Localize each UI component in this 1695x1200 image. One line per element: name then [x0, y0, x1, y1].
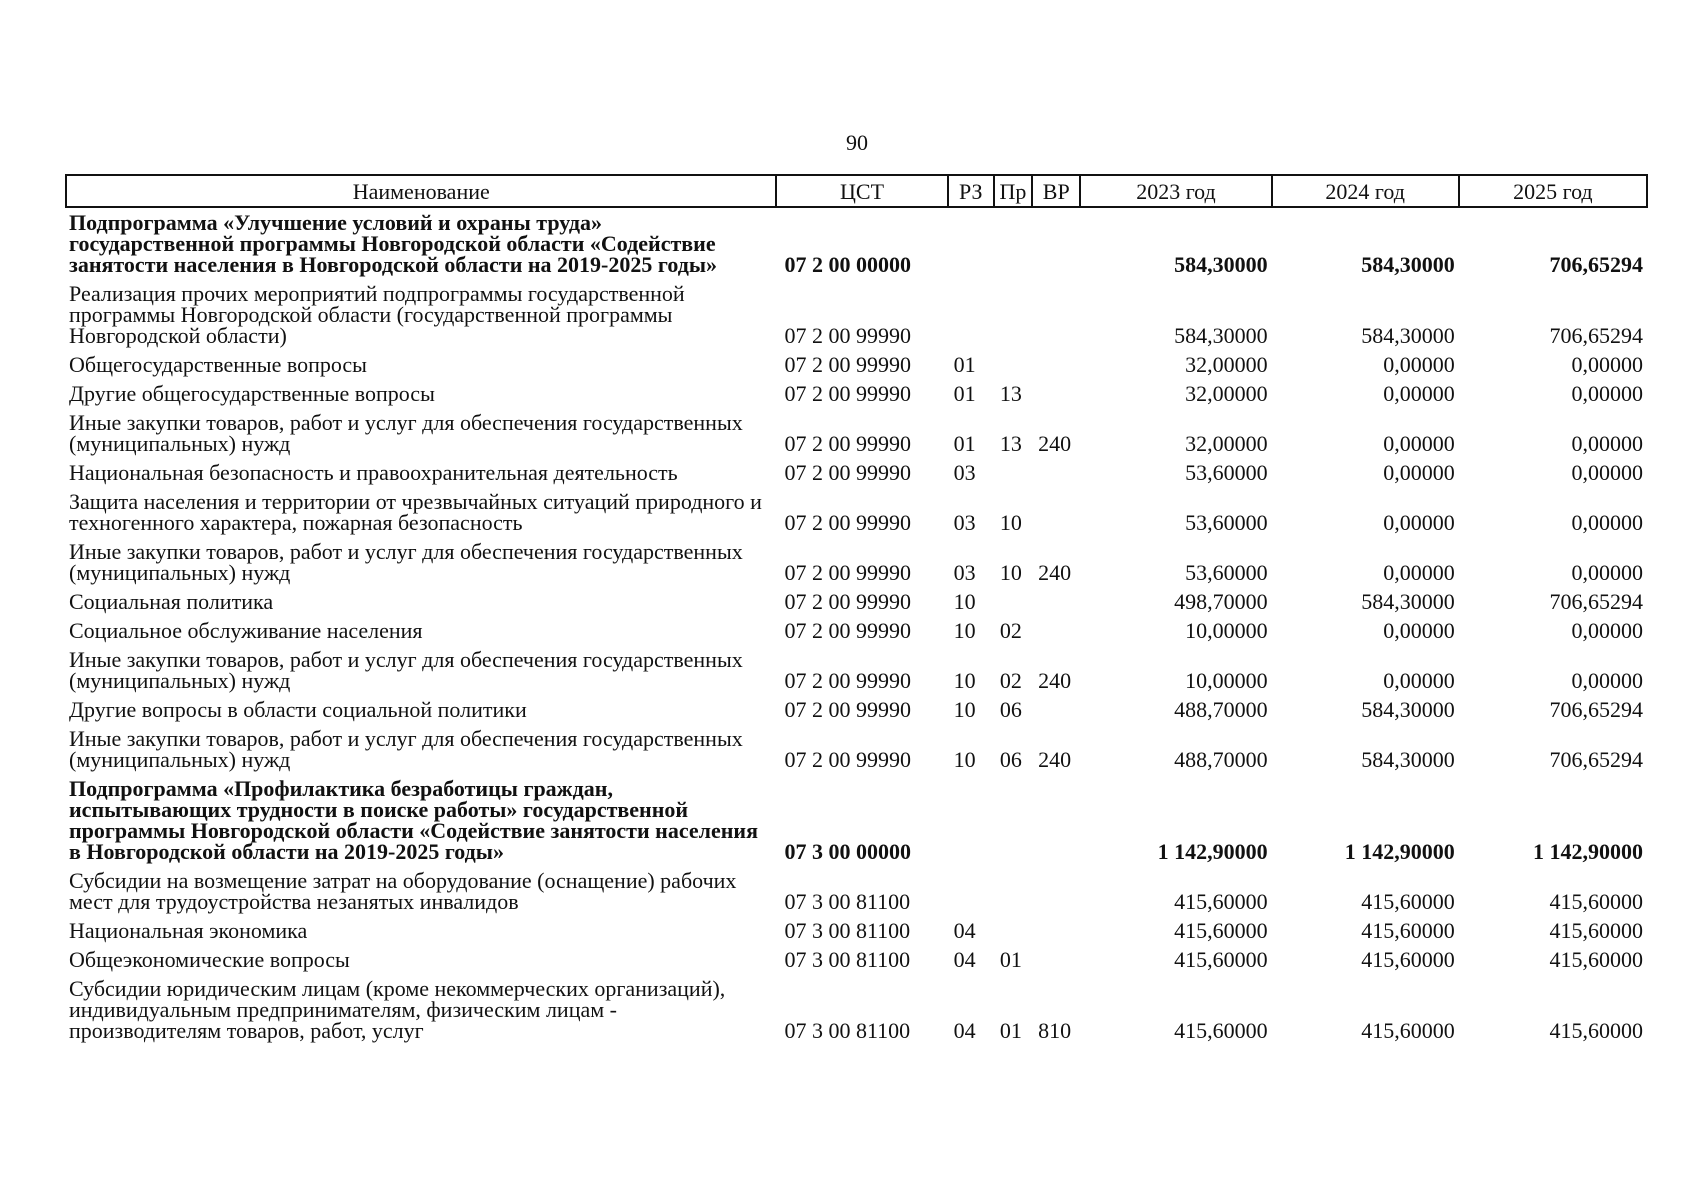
row-pr — [994, 587, 1032, 616]
row-vr — [1032, 774, 1080, 866]
row-value-2023: 415,60000 — [1174, 1018, 1268, 1043]
row-value-2025: 0,00000 — [1571, 381, 1643, 406]
row-value-2025: 0,00000 — [1571, 431, 1643, 456]
row-pr: 13 — [999, 431, 1022, 456]
row-name: Национальная безопасность и правоохранительная деятельность — [69, 460, 678, 485]
row-value-2025: 0,00000 — [1571, 560, 1643, 585]
row-cst: 07 2 00 99990 — [784, 618, 911, 643]
row-name: Общеэкономические вопросы — [69, 947, 350, 972]
row-vr — [1032, 458, 1080, 487]
row-value-2024: 415,60000 — [1361, 1018, 1455, 1043]
row-vr: 240 — [1038, 560, 1072, 585]
row-pr: 01 — [999, 947, 1022, 972]
table-row — [66, 458, 1647, 487]
row-value-2025: 0,00000 — [1571, 352, 1643, 377]
table-row — [66, 945, 1647, 974]
row-name: Иные закупки товаров, работ и услуг для обеспечения государственных (муниципальных) нужд — [69, 647, 743, 693]
table-row — [66, 774, 1647, 866]
table-row — [66, 587, 1647, 616]
row-value-2025: 706,65294 — [1549, 589, 1643, 614]
row-pr: 06 — [999, 697, 1022, 722]
row-rz — [948, 279, 994, 350]
header-name: Наименование — [66, 175, 776, 207]
row-vr: 810 — [1038, 1018, 1072, 1043]
row-value-2024: 584,30000 — [1361, 252, 1455, 277]
row-value-2025: 0,00000 — [1571, 460, 1643, 485]
row-value-2023: 488,70000 — [1174, 697, 1268, 722]
row-pr: 01 — [999, 1018, 1022, 1043]
row-vr — [1032, 207, 1080, 279]
row-value-2023: 584,30000 — [1174, 252, 1268, 277]
row-value-2024: 415,60000 — [1361, 947, 1455, 972]
row-value-2025: 706,65294 — [1549, 697, 1643, 722]
row-rz: 04 — [953, 1018, 976, 1043]
row-rz: 10 — [953, 747, 976, 772]
row-pr: 02 — [999, 618, 1022, 643]
row-name: Реализация прочих мероприятий подпрограммы государственной программы Новгородской области (государственной программы Новгородской области) — [69, 281, 685, 348]
row-name: Другие вопросы в области социальной политики — [69, 697, 527, 722]
row-name: Субсидии на возмещение затрат на оборудование (оснащение) рабочих мест для трудоустройства незанятых инвалидов — [69, 868, 737, 914]
row-cst: 07 3 00 81100 — [784, 947, 911, 972]
table-row — [66, 207, 1647, 279]
row-value-2025: 415,60000 — [1549, 889, 1643, 914]
row-value-2024: 415,60000 — [1361, 918, 1455, 943]
row-name: Иные закупки товаров, работ и услуг для обеспечения государственных (муниципальных) нужд — [69, 539, 743, 585]
table-row — [66, 724, 1647, 774]
row-pr — [994, 866, 1032, 916]
row-name: Иные закупки товаров, работ и услуг для обеспечения государственных (муниципальных) нужд — [69, 410, 743, 456]
row-vr — [1032, 695, 1080, 724]
row-cst: 07 2 00 00000 — [784, 252, 911, 277]
row-value-2024: 0,00000 — [1383, 352, 1455, 377]
row-value-2025: 415,60000 — [1549, 1018, 1643, 1043]
row-pr — [994, 774, 1032, 866]
row-value-2025: 706,65294 — [1549, 747, 1643, 772]
row-rz: 03 — [953, 560, 976, 585]
row-vr — [1032, 616, 1080, 645]
row-pr — [994, 279, 1032, 350]
row-name: Подпрограмма «Улучшение условий и охраны труда» государственной программы Новгородской области «Содействие занятости населения в Новгородской области на 2019-2025 годы» — [69, 210, 718, 277]
row-value-2024: 584,30000 — [1361, 697, 1455, 722]
row-value-2023: 10,00000 — [1185, 668, 1268, 693]
table-row — [66, 487, 1647, 537]
row-value-2024: 0,00000 — [1383, 668, 1455, 693]
table-header — [66, 175, 1647, 207]
row-cst: 07 2 00 99990 — [784, 510, 911, 535]
row-cst: 07 3 00 81100 — [784, 918, 911, 943]
row-cst: 07 2 00 99990 — [784, 381, 911, 406]
row-value-2023: 53,60000 — [1185, 510, 1268, 535]
row-value-2025: 415,60000 — [1549, 947, 1643, 972]
table-row — [66, 916, 1647, 945]
row-pr — [994, 207, 1032, 279]
row-value-2023: 53,60000 — [1185, 560, 1268, 585]
row-value-2023: 415,60000 — [1174, 947, 1268, 972]
row-pr: 06 — [999, 747, 1022, 772]
row-name: Другие общегосударственные вопросы — [69, 381, 435, 406]
table-row — [66, 695, 1647, 724]
row-name: Защита населения и территории от чрезвычайных ситуаций природного и техногенного характера, пожарная безопасность — [69, 489, 762, 535]
row-cst: 07 2 00 99990 — [784, 460, 911, 485]
table-row — [66, 645, 1647, 695]
row-rz: 03 — [953, 460, 976, 485]
row-cst: 07 2 00 99990 — [784, 431, 911, 456]
row-value-2023: 32,00000 — [1185, 431, 1268, 456]
header-year-2025: 2025 год — [1459, 175, 1647, 207]
row-value-2023: 10,00000 — [1185, 618, 1268, 643]
row-value-2024: 1 142,90000 — [1344, 839, 1455, 864]
row-cst: 07 3 00 81100 — [784, 1018, 911, 1043]
row-name: Социальная политика — [69, 589, 274, 614]
row-value-2023: 584,30000 — [1174, 323, 1268, 348]
header-row — [66, 175, 1647, 207]
row-cst: 07 3 00 00000 — [784, 839, 911, 864]
budget-table — [65, 174, 1648, 1045]
row-value-2023: 415,60000 — [1174, 889, 1268, 914]
row-value-2024: 0,00000 — [1383, 560, 1455, 585]
row-value-2024: 584,30000 — [1361, 589, 1455, 614]
row-name: Общегосударственные вопросы — [69, 352, 367, 377]
row-value-2025: 0,00000 — [1571, 668, 1643, 693]
row-name: Национальная экономика — [69, 918, 308, 943]
row-value-2025: 0,00000 — [1571, 618, 1643, 643]
header-year-2023: 2023 год — [1080, 175, 1271, 207]
row-vr — [1032, 587, 1080, 616]
row-value-2023: 498,70000 — [1174, 589, 1268, 614]
row-rz: 01 — [953, 352, 976, 377]
row-value-2023: 488,70000 — [1174, 747, 1268, 772]
row-pr — [994, 458, 1032, 487]
row-name: Субсидии юридическим лицам (кроме некоммерческих организаций), индивидуальным предпринимателям, физическим лицам - производителям товаров, работ, услуг — [69, 976, 726, 1043]
table-row — [66, 408, 1647, 458]
row-value-2024: 584,30000 — [1361, 747, 1455, 772]
row-value-2024: 0,00000 — [1383, 381, 1455, 406]
row-cst: 07 2 00 99990 — [784, 560, 911, 585]
row-vr: 240 — [1038, 431, 1072, 456]
header-vr: ВР — [1032, 175, 1080, 207]
row-vr — [1032, 279, 1080, 350]
row-name: Подпрограмма «Профилактика безработицы граждан, испытывающих трудности в поиске работы» государственной программы Новгородской области «Содействие занятости населения в Новгородской области на 2019-2025 годы» — [69, 776, 759, 864]
row-pr: 10 — [999, 510, 1022, 535]
header-cst: ЦСТ — [776, 175, 947, 207]
row-vr — [1032, 350, 1080, 379]
table-body — [66, 207, 1647, 1045]
row-rz: 10 — [953, 668, 976, 693]
row-rz: 01 — [953, 381, 976, 406]
row-pr: 10 — [999, 560, 1022, 585]
row-rz: 04 — [953, 918, 976, 943]
table-row — [66, 350, 1647, 379]
row-cst: 07 3 00 81100 — [784, 889, 911, 914]
row-value-2024: 415,60000 — [1361, 889, 1455, 914]
row-value-2023: 415,60000 — [1174, 918, 1268, 943]
row-value-2024: 0,00000 — [1383, 618, 1455, 643]
page-number: 90 — [846, 130, 868, 155]
row-pr: 13 — [999, 381, 1022, 406]
row-rz: 04 — [953, 947, 976, 972]
header-rz: РЗ — [948, 175, 994, 207]
row-cst: 07 2 00 99990 — [784, 668, 911, 693]
row-rz: 10 — [953, 618, 976, 643]
row-cst: 07 2 00 99990 — [784, 589, 911, 614]
row-vr — [1032, 916, 1080, 945]
row-name: Социальное обслуживание населения — [69, 618, 423, 643]
row-rz: 10 — [953, 589, 976, 614]
row-cst: 07 2 00 99990 — [784, 697, 911, 722]
table-row — [66, 974, 1647, 1045]
row-cst: 07 2 00 99990 — [784, 323, 911, 348]
row-value-2025: 0,00000 — [1571, 510, 1643, 535]
table-row — [66, 279, 1647, 350]
row-vr: 240 — [1038, 668, 1072, 693]
row-cst: 07 2 00 99990 — [784, 352, 911, 377]
row-value-2024: 0,00000 — [1383, 460, 1455, 485]
row-vr — [1032, 866, 1080, 916]
row-value-2025: 706,65294 — [1549, 323, 1643, 348]
row-value-2023: 1 142,90000 — [1157, 839, 1268, 864]
row-value-2024: 584,30000 — [1361, 323, 1455, 348]
row-value-2023: 53,60000 — [1185, 460, 1268, 485]
row-rz — [948, 207, 994, 279]
row-vr — [1032, 487, 1080, 537]
row-value-2025: 706,65294 — [1549, 252, 1643, 277]
row-value-2024: 0,00000 — [1383, 431, 1455, 456]
row-value-2023: 32,00000 — [1185, 381, 1268, 406]
row-pr — [994, 916, 1032, 945]
row-rz: 01 — [953, 431, 976, 456]
row-vr: 240 — [1038, 747, 1072, 772]
header-pr: Пр — [994, 175, 1032, 207]
table-row — [66, 866, 1647, 916]
table-row — [66, 537, 1647, 587]
row-rz — [948, 866, 994, 916]
row-rz: 03 — [953, 510, 976, 535]
row-value-2024: 0,00000 — [1383, 510, 1455, 535]
row-vr — [1032, 379, 1080, 408]
row-value-2025: 1 142,90000 — [1533, 839, 1643, 864]
row-rz — [948, 774, 994, 866]
row-pr: 02 — [999, 668, 1022, 693]
row-cst: 07 2 00 99990 — [784, 747, 911, 772]
row-rz: 10 — [953, 697, 976, 722]
row-value-2023: 32,00000 — [1185, 352, 1268, 377]
row-pr — [994, 350, 1032, 379]
table-row — [66, 379, 1647, 408]
row-name: Иные закупки товаров, работ и услуг для обеспечения государственных (муниципальных) нужд — [69, 726, 743, 772]
table-row — [66, 616, 1647, 645]
header-year-2024: 2024 год — [1272, 175, 1459, 207]
row-vr — [1032, 945, 1080, 974]
row-value-2025: 415,60000 — [1549, 918, 1643, 943]
